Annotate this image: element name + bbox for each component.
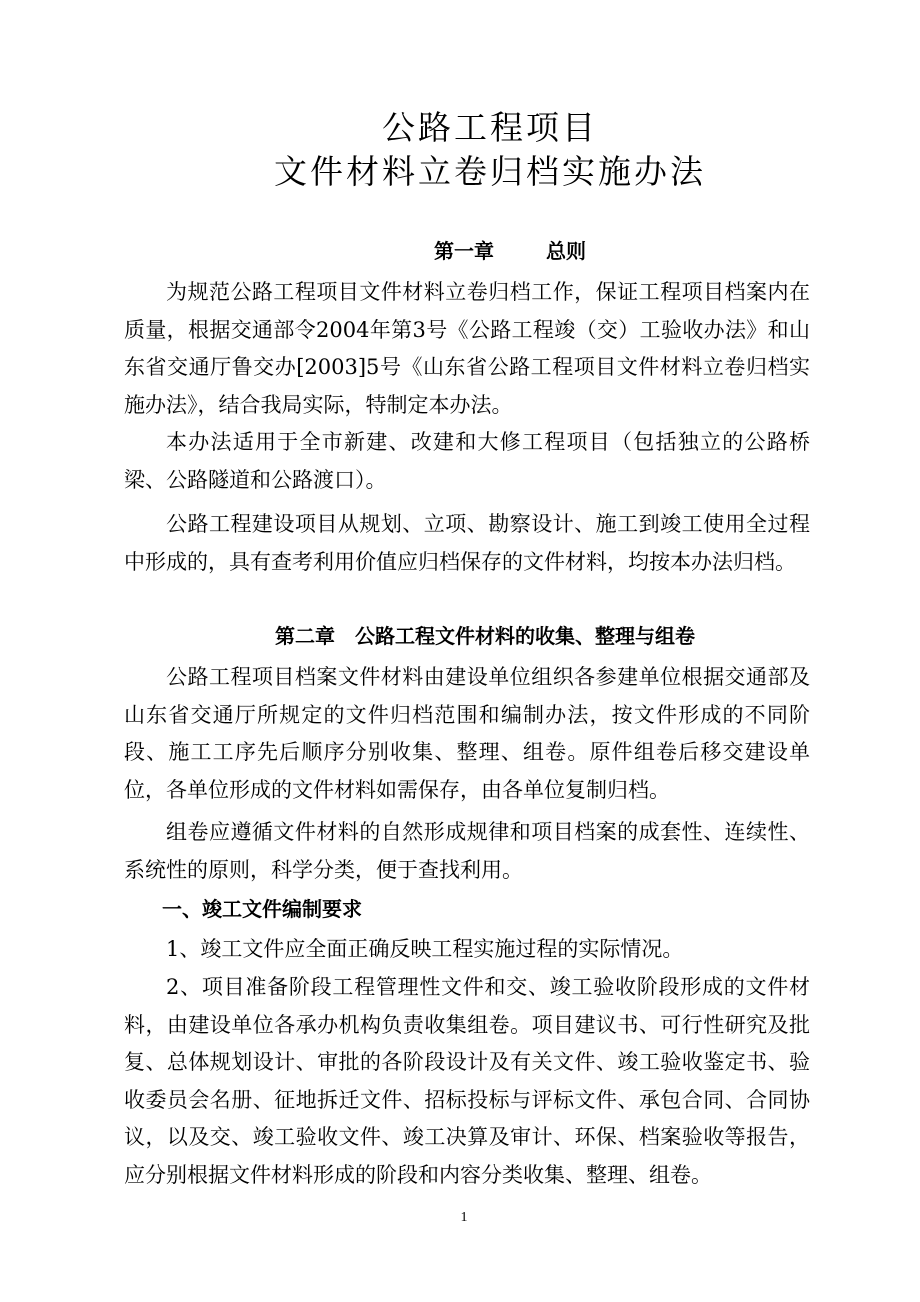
chapter-1-paragraph-2: 本办法适用于全市新建、改建和大修工程项目（包括独立的公路桥梁、公路隧道和公路渡口）。 — [124, 430, 810, 492]
chapter-2-heading — [0, 622, 920, 650]
chapter-1-paragraph-3: 公路工程建设项目从规划、立项、勘察设计、施工到竣工使用全过程中形成的，具有查考利用价值应归档保存的文件材料，均按本办法归档。 — [124, 512, 810, 574]
chapter-2-name: 公路工程文件材料的收集、整理与组卷 — [355, 624, 695, 648]
chapter-2-paragraph-2: 组卷应遵循文件材料的自然形成规律和项目档案的成套性、连续性、系统性的原则，科学分类，便于查找利用。 — [124, 820, 810, 882]
section-1-item-1: 1、竣工文件应全面正确反映工程实施过程的实际情况。 — [166, 937, 684, 961]
chapter-2-number: 第二章 — [275, 624, 335, 648]
chapter-1-number: 第一章 — [434, 239, 494, 263]
chapter-2-paragraph-1: 公路工程项目档案文件材料由建设单位组织各参建单位根据交通部及山东省交通厅所规定的文件归档范围和编制办法，按文件形成的不同阶段、施工工序先后顺序分别收集、整理、组卷。原件组卷后移交建设单位，各单位形成的文件材料如需保存，由各单位复制归档。 — [124, 665, 810, 802]
document-title-line-1: 公路工程项目 — [382, 108, 598, 147]
chapter-1-heading — [0, 237, 920, 265]
chapter-1-name: 总则 — [546, 239, 586, 263]
document-title-line-2: 文件材料立卷归档实施办法 — [274, 152, 706, 191]
section-1-heading: 一、竣工文件编制要求 — [162, 897, 362, 921]
page-number: 1 — [460, 1210, 468, 1225]
section-1-item-2: 2、项目准备阶段工程管理性文件和交、竣工验收阶段形成的文件材料，由建设单位各承办机构负责收集组卷。项目建议书、可行性研究及批复、总体规划设计、审批的各阶段设计及有关文件、竣工验收鉴定书、验收委员会名册、征地拆迁文件、招标投标与评标文件、承包合同、合同协议，以及交、竣工验收文件、竣工决算及审计、环保、档案验收等报告，应分别根据文件材料形成的阶段和内容分类收集、整理、组卷。 — [124, 975, 810, 1187]
chapter-1-paragraph-1: 为规范公路工程项目文件材料立卷归档工作，保证工程项目档案内在质量，根据交通部令2004年第3号《公路工程竣（交）工验收办法》和山东省交通厅鲁交办[2003]5号《山东省公路工程项目文件材料立卷归档实施办法》，结合我局实际，特制定本办法。 — [124, 280, 810, 417]
